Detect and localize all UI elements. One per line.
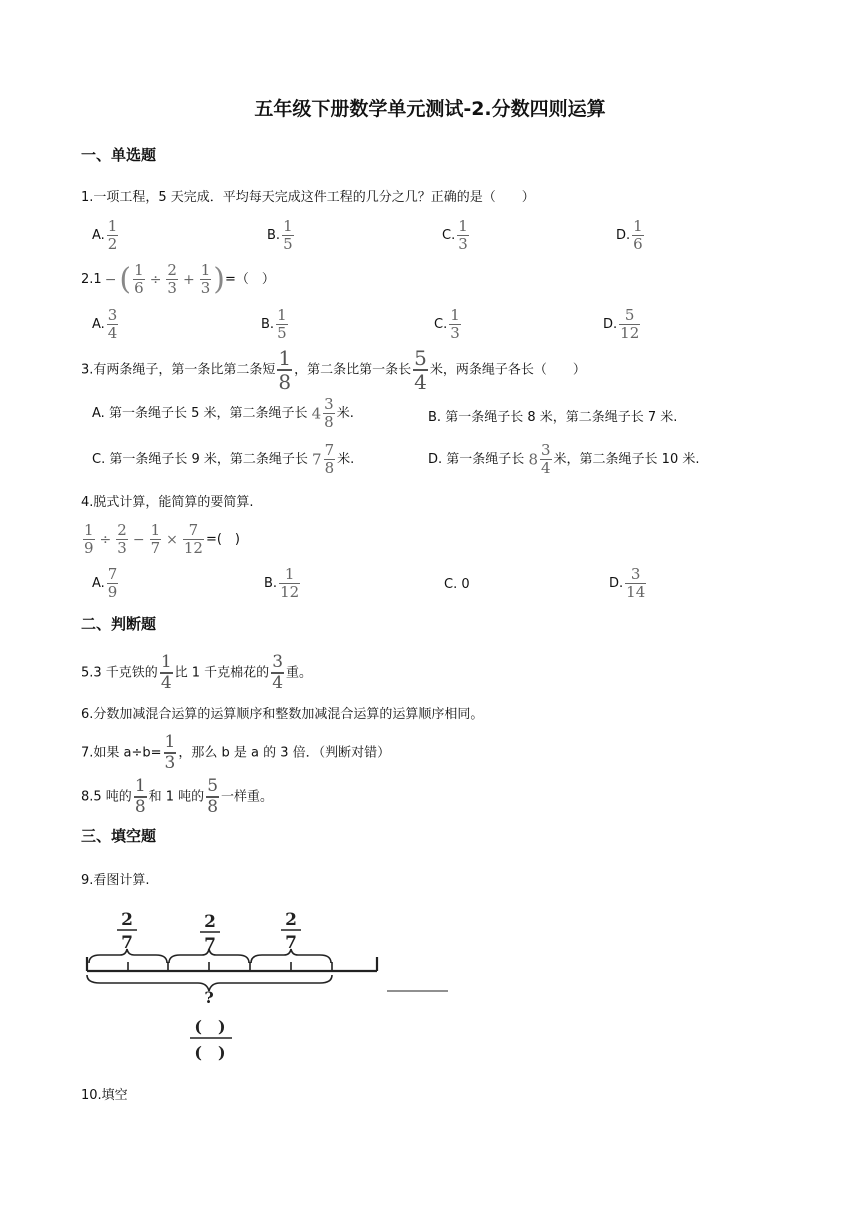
question-3-text: 3.有两条绳子，第一条比第二条短 $\frac{1}{8}$ ，第二条比第一条长 $\frac{5}{4}$ 米，两条绳子各长（ ）	[81, 346, 586, 394]
question-4-text: 4.脱式计算，能简算的要简算.	[81, 495, 254, 510]
q2-option-b[interactable]: B. $\frac{1}{5}$	[261, 306, 287, 342]
svg-text:7: 7	[204, 935, 216, 955]
q1-option-a[interactable]: A. $\frac{1}{2}$	[92, 217, 118, 253]
question-4-expression: $\frac{1}{9}$ ÷ $\frac{2}{3}$ − $\frac{1}{7}$ × $\frac{7}{12}$ =( )	[84, 521, 240, 557]
question-7-text: 7.如果 a÷b= $\frac{1}{3}$ ，那么 b 是 a 的 3 倍．（判断对错）	[81, 732, 391, 773]
q1-option-b[interactable]: B. $\frac{1}{5}$	[267, 217, 293, 253]
svg-text:2: 2	[285, 910, 297, 930]
q4-option-a[interactable]: A. $\frac{7}{9}$	[92, 565, 118, 601]
question-10-text: 10.填空	[81, 1088, 128, 1103]
question-8-text: 8.5 吨的 $\frac{1}{8}$ 和 1 吨的 $\frac{5}{8}$ 一样重。	[81, 776, 274, 817]
svg-text:7: 7	[285, 933, 297, 953]
q4-option-b[interactable]: B. $\frac{1}{12}$	[264, 565, 300, 601]
question-2-expression: 2.1 − ( $\frac{1}{6}$ ÷ $\frac{2}{3}$ + $\frac{1}{3}$ )=（ ）	[81, 261, 275, 297]
svg-text:2: 2	[204, 912, 216, 932]
q9-label-2	[200, 912, 220, 955]
question-6-text: 6.分数加减混合运算的运算顺序和整数加减混合运算的运算顺序相同。	[81, 707, 484, 722]
q9-question-mark: ?	[204, 988, 214, 1007]
q4-option-d[interactable]: D. $\frac{3}{14}$	[609, 565, 646, 601]
q2-option-a[interactable]: A. $\frac{3}{4}$	[92, 306, 118, 342]
q9-answer-denominator[interactable]: ( )	[194, 1043, 226, 1062]
q1-option-d[interactable]: D. $\frac{1}{6}$	[616, 217, 643, 253]
question-9-text: 9.看图计算.	[81, 873, 150, 888]
page-title: 五年级下册数学单元测试-2.分数四则运算	[254, 98, 606, 120]
q9-label-3	[281, 910, 301, 953]
q4-option-c[interactable]: C. 0	[444, 577, 470, 592]
q3-option-c[interactable]: C. 第一条绳子长 9 米，第二条绳子长 7 $\frac{7}{8}$ 米.	[92, 441, 355, 477]
q2-option-c[interactable]: C. $\frac{1}{3}$	[434, 306, 460, 342]
q3-option-d[interactable]: D. 第一条绳子长 8 $\frac{3}{4}$ 米，第二条绳子长 10 米.	[428, 441, 700, 477]
section-heading-true-false: 二、判断题	[81, 615, 157, 633]
q3-option-a[interactable]: A. 第一条绳子长 5 米，第二条绳子长 4 $\frac{3}{8}$ 米.	[92, 395, 354, 431]
q3-option-b[interactable]: B. 第一条绳子长 8 米，第二条绳子长 7 米.	[428, 410, 678, 425]
q9-answer-numerator[interactable]: ( )	[194, 1017, 226, 1036]
section-heading-single-choice: 一、单选题	[81, 146, 157, 164]
q9-label-1	[117, 910, 137, 953]
svg-text:2: 2	[121, 910, 133, 930]
section-heading-fill-blank: 三、填空题	[81, 827, 157, 845]
q1-option-c[interactable]: C. $\frac{1}{3}$	[442, 217, 468, 253]
q2-option-d[interactable]: D. $\frac{5}{12}$	[603, 306, 640, 342]
svg-text:7: 7	[121, 933, 133, 953]
q9-segment-diagram	[80, 905, 460, 1070]
question-5-text: 5.3 千克铁的 $\frac{1}{4}$ 比 1 千克棉花的 $\frac{3}{4}$ 重。	[81, 652, 313, 693]
question-1-text: 1.一项工程，5 天完成．平均每天完成这件工程的几分之几？正确的是（ ）	[81, 190, 535, 205]
